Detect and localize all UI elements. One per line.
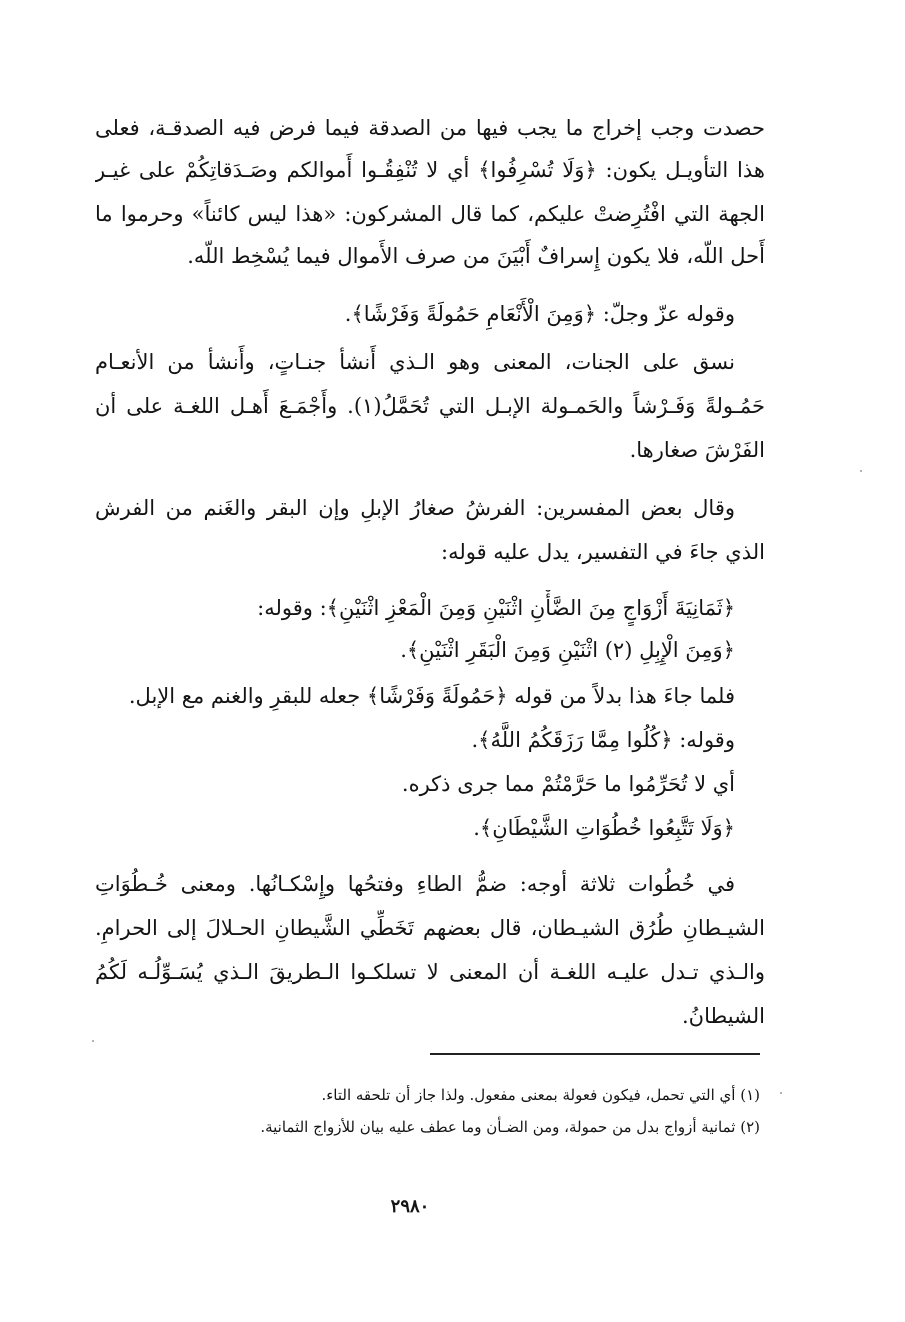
text-line: وقوله عزّ وجلّ: ﴿وَمِنَ الْأَنْعَامِ حَمُولَةً وَفَرْشًا﴾. — [344, 302, 735, 326]
text-line: نسق على الجنات، المعنى وهو الـذي أَنشأ جنـاتٍ، وأَنشأ من الأنعـام — [95, 350, 735, 374]
text-line: الشيطانُ. — [681, 1004, 765, 1028]
text-line: هذا التأويـل يكون: ﴿وَلَا تُسْرِفُوا﴾ أي لا تُنْفِقُـوا أَموالكم وصَـدَقاتِكُمْ على غيـر — [95, 158, 765, 182]
text-line: وقوله: ﴿كُلُوا مِمَّا رَزَقَكُمُ اللَّهُ﴾. — [471, 728, 735, 752]
text-line: أَحل اللّه، فلا يكون إِسرافٌ أَبْيَنَ من صرف الأَموال فيما يُسْخِط اللّه. — [187, 244, 765, 268]
text-line: والـذي تـدل عليـه اللغـة أن المعنى لا تسلكـوا الـطريقَ الـذي يُسَـوِّلُـه لَكُمُ — [95, 960, 765, 984]
page-number: ٢٩٨٠ — [390, 1196, 430, 1217]
quran-verse: ﴿وَلَا تَتَّبِعُوا خُطُوَاتِ الشَّيْطَانِ﴾. — [473, 816, 735, 840]
text-line: الذي جاءَ في التفسير، يدل عليه قوله: — [441, 540, 765, 564]
footnote-2: (٢) ثمانية أزواج بدل من حمولة، ومن الضـأن وما عطف عليه بيان للأزواج الثمانية. — [260, 1118, 760, 1136]
text-line: فلما جاءَ هذا بدلاً من قوله ﴿حَمُولَةً وَفَرْشًا﴾ جعله للبقرِ والغنم مع الإبل. — [128, 684, 735, 708]
text-line: حصدت وجب إخراج ما يجب فيها من الصدقة فيما فرض فيه الصدقـة، فعلى — [95, 116, 765, 140]
quran-verse: ﴿ثَمَانِيَةَ أَزْوَاجٍ مِنَ الضَّأْنِ اثْنَيْنِ وَمِنَ الْمَعْزِ اثْنَيْنِ﴾: وقوله: — [257, 596, 735, 620]
text-line: أي لا تُحَرِّمُوا ما حَرَّمْتُمْ مما جرى ذكره. — [401, 772, 735, 796]
text-line: في خُطُوات ثلاثة أوجه: ضمُّ الطاءِ وفتحُها وإِسْكـانُها. ومعنى خُـطُوَاتِ — [95, 872, 735, 896]
scan-speck — [92, 1040, 94, 1042]
text-line: الفَرْشَ صغارها. — [629, 438, 765, 462]
footnote-1: (١) أي التي تحمل، فيكون فعولة بمعنى مفعول. ولذا جاز أن تلحقه التاء. — [321, 1086, 760, 1104]
text-line: وقال بعض المفسرين: الفرشُ صغارُ الإبلِ وإن البقر والغَنم من الفرش — [95, 496, 735, 520]
scan-speck — [860, 470, 862, 472]
text-line: الجهة التي افْتُرِضتْ عليكم، كما قال المشركون: «هذا ليس كائناً» وحرموا ما — [95, 202, 765, 226]
quran-verse: ﴿وَمِنَ الْإِبِلِ (٢) اثْنَيْنِ وَمِنَ الْبَقَرِ اثْنَيْنِ﴾. — [400, 638, 735, 662]
text-line: حَمُـولةً وَفَـرْشاً والحَمـولة الإبـل التي تُحَمَّلُ(١). وأَجْمَـعَ أَهـل اللغـة على أن — [95, 394, 765, 418]
scan-speck — [780, 1092, 782, 1094]
text-line: الشيـطانِ طُرُق الشيـطان، قال بعضهم تَخَطِّي الشَّيطانِ الحـلالَ إلى الحرامِ. — [95, 916, 765, 940]
footnotes — [200, 0, 760, 1150]
